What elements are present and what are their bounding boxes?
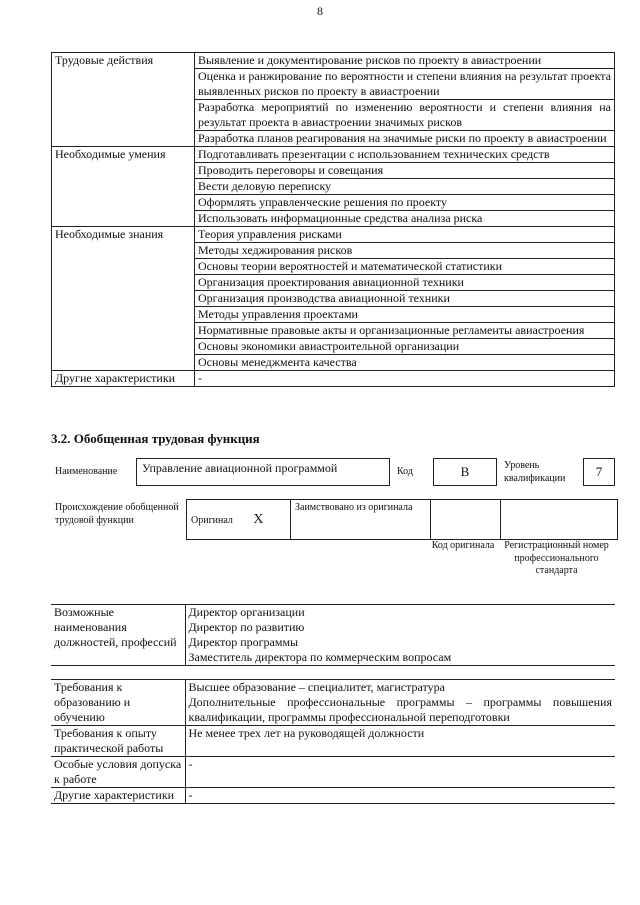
original-code-cell (431, 500, 501, 540)
row-item: Разработка мероприятий по изменению вероятности и степени влияния на результат проекта в авиастроении значимых рисков (195, 100, 615, 131)
table-row (52, 371, 615, 387)
position-item: Заместитель директора по коммерческим вопросам (185, 650, 615, 666)
row-group-label: Другие характеристики (52, 371, 195, 387)
row-item: Основы экономики авиастроительной организации (195, 339, 615, 355)
registration-number-cell (501, 500, 618, 540)
requirement-value (185, 726, 615, 757)
row-group-label: Необходимые знания (52, 227, 195, 371)
row-item: Организация производства авиационной техники (195, 291, 615, 307)
code-label: Код (397, 466, 413, 477)
original-mark: X (253, 511, 264, 527)
row-item: Организация проектирования авиационной техники (195, 275, 615, 291)
name-value: Управление авиационной программой (136, 458, 390, 486)
row-item: Оформлять управленческие решения по проекту (195, 195, 615, 211)
row-item: Выявление и документирование рисков по проекту в авиастроении (195, 53, 615, 69)
requirement-item: Высшее образование – специалитет, магистратура (188, 680, 445, 694)
row-group-label: Необходимые умения (52, 147, 195, 227)
row-item: Разработка планов реагирования на значимые риски по проекту в авиастроении (195, 131, 615, 147)
row-item: - (195, 371, 615, 387)
origin-table (186, 499, 618, 540)
page-number: 8 (317, 4, 323, 18)
table-row (51, 757, 615, 788)
requirement-item: Не менее трех лет на руководящей должности (188, 726, 425, 740)
table-row (51, 788, 615, 804)
positions-body (51, 605, 615, 666)
row-item: Использовать информационные средства анализа риска (195, 211, 615, 227)
requirement-label: Другие характеристики (51, 788, 185, 804)
requirement-item: - (188, 788, 193, 802)
table-row (52, 53, 615, 69)
labor-functions-body (52, 53, 615, 387)
code-value: B (433, 458, 497, 486)
row-item: Основы теории вероятностей и математической статистики (195, 259, 615, 275)
table-row (51, 605, 615, 621)
labor-functions-table (51, 52, 615, 387)
row-item: Вести деловую переписку (195, 179, 615, 195)
origin-label: Происхождение обобщенной трудовой функции (55, 502, 179, 526)
position-item: Директор программы (188, 635, 299, 649)
requirement-item: Дополнительные профессиональные программы – программы повышения квалификации, программы профессиональной переподготовки (188, 695, 612, 724)
section-title: 3.2. Обобщенная трудовая функция (51, 431, 260, 446)
row-item: Оценка и ранжирование по вероятности и степени влияния на результат проекта выявленных рисков по проекту в авиастроении (195, 69, 615, 100)
caption-original-code: Код оригинала (431, 540, 495, 551)
origin-original-cell (187, 500, 291, 540)
requirement-value (185, 680, 615, 726)
row-item: Подготавливать презентации с использованием технических средств (195, 147, 615, 163)
position-item: Директор организации (185, 605, 615, 621)
row-item: Методы управления проектами (195, 307, 615, 323)
table-row (52, 147, 615, 163)
name-label: Наименование (55, 466, 118, 477)
level-label: Уровень квалификации (504, 460, 566, 484)
requirement-label: Требования к опыту практической работы (51, 726, 185, 757)
original-label: Оригинал (191, 514, 233, 526)
requirements-body (51, 680, 615, 804)
requirement-label: Особые условия допуска к работе (51, 757, 185, 788)
requirement-item: - (188, 757, 193, 771)
table-row (51, 726, 615, 757)
borrowed-label: Заимствовано из оригинала (291, 500, 431, 540)
requirement-label: Требования к образованию и обучению (51, 680, 185, 726)
table-row (52, 227, 615, 243)
caption-registration-number: Регистрационный номер профессионального стандарта (504, 540, 609, 576)
positions-table (51, 604, 615, 666)
level-value: 7 (583, 458, 615, 486)
requirements-table (51, 679, 615, 804)
requirement-value (185, 757, 615, 788)
requirement-value (185, 788, 615, 804)
row-item: Основы менеджмента качества (195, 355, 615, 371)
position-item: Директор по развитию (188, 620, 305, 634)
row-item: Методы хеджирования рисков (195, 243, 615, 259)
row-item: Проводить переговоры и совещания (195, 163, 615, 179)
row-item: Нормативные правовые акты и организационные регламенты авиастроения (195, 323, 615, 339)
row-item: Теория управления рисками (195, 227, 615, 243)
row-group-label: Трудовые действия (52, 53, 195, 147)
positions-label: Возможные наименования должностей, профессий (51, 605, 185, 666)
table-row (51, 680, 615, 726)
